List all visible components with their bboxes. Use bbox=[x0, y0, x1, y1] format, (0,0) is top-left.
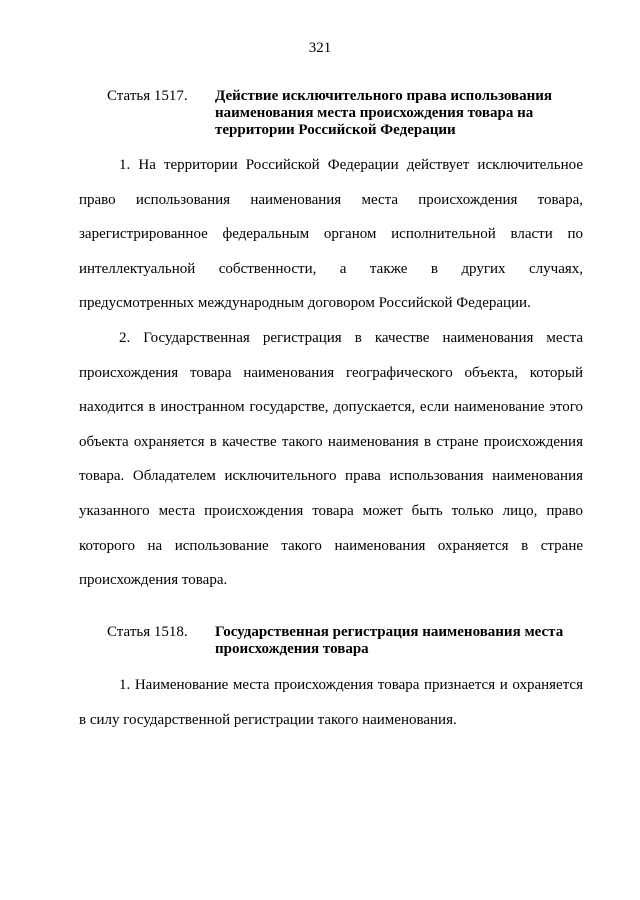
article-1517-heading bbox=[107, 88, 587, 139]
article-title: Действие исключительного права использования наименования места происхождения товара на территории Российской Федерации bbox=[215, 88, 553, 138]
article-label: Статья 1517. bbox=[107, 88, 188, 104]
article-title: Государственная регистрация наименования места происхождения товара bbox=[215, 624, 564, 657]
article-1518-paragraph-1: 1. Наименование места происхождения товара признается и охраняется в силу государственной регистрации такого наименования. bbox=[79, 677, 583, 728]
article-1517-paragraph-1: 1. На территории Российской Федерации действует исключительное право использования наименования места происхождения товара, зарегистрированное федеральным органом исполнительной власти по интеллектуальной собственности, а также в других случаях, предусмотренных международным договором Российской Федерации. bbox=[79, 157, 583, 312]
article-1518-heading bbox=[107, 624, 587, 658]
page-number: 321 bbox=[308, 40, 332, 56]
article-1517-paragraph-2: 2. Государственная регистрация в качестве наименования места происхождения товара наименования географического объекта, который находится в иностранном государстве, допускается, если наименование этого объекта охраняется в качестве такого наименования в стране происхождения товара. Обладателем исключительного права использования наименования указанного места происхождения товара может быть только лицо, право которого на использование такого наименования охраняется в стране происхождения товара. bbox=[79, 330, 583, 589]
article-label: Статья 1518. bbox=[107, 624, 188, 640]
